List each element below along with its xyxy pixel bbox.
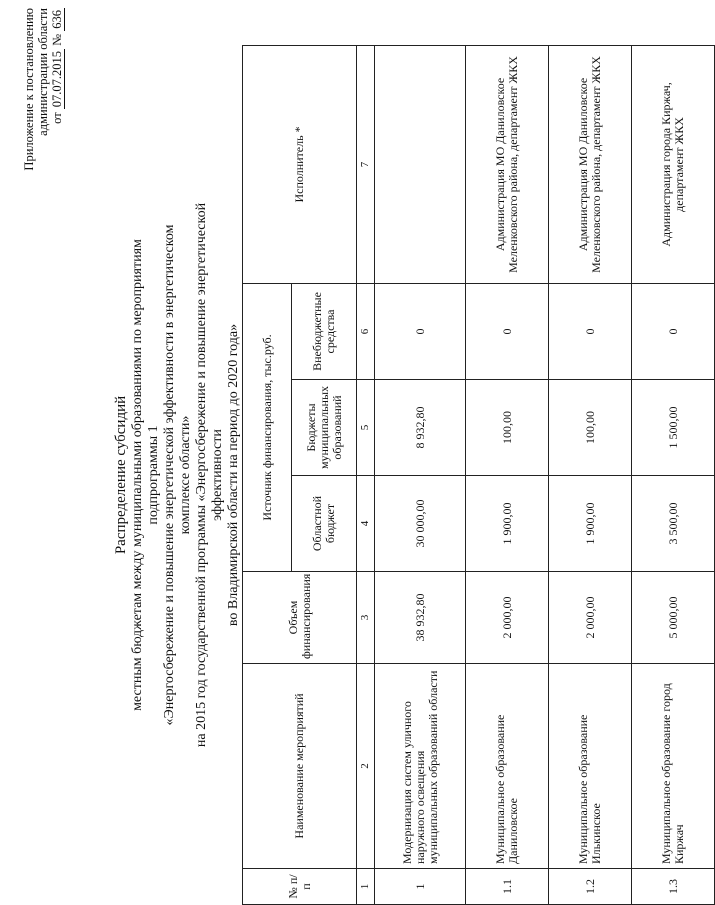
column-number: 6 [357,283,375,379]
row-municipal: 8 932,80 [375,380,466,476]
table-row [375,45,466,904]
appendix-date: 07.07.2015 [50,50,64,108]
row-extra: 0 [466,283,549,379]
table-row [632,45,715,904]
row-no: 1.1 [466,869,549,905]
row-name: Муниципальное образование Илькинское [549,664,632,869]
title-main: Распределение субсидий [113,395,129,555]
title-line-2: местным бюджетам между муниципальными образованиями по мероприятиям подпрограммы 1 [130,239,161,711]
row-volume: 38 932,80 [375,572,466,664]
header-regional: Областной бюджет [292,476,357,572]
column-number: 7 [357,45,375,283]
row-extra: 0 [632,283,715,379]
row-executor: Администрация МО Даниловское Меленковского района, департамент ЖКХ [549,45,632,283]
row-regional: 3 500,00 [632,476,715,572]
row-no: 1 [375,869,466,905]
column-number-row [357,45,375,904]
appendix-number-sign: № [50,33,64,46]
header-executor: Исполнитель * [243,45,357,283]
row-volume: 5 000,00 [632,572,715,664]
header-source-group: Источник финансирования, тыс.руб. [243,283,292,571]
title-line-3: «Энергосбережение и повышение энергетической эффективности в энергетическом комплексе области» [162,224,193,726]
header-volume: Объем финансирования [243,572,357,664]
appendix-line-2: администрации области [36,8,50,136]
column-number: 5 [357,380,375,476]
row-executor: Администрация МО Даниловское Меленковского района, департамент ЖКХ [466,45,549,283]
row-municipal: 100,00 [549,380,632,476]
subsidy-table [242,45,715,905]
row-regional: 1 900,00 [549,476,632,572]
row-municipal: 1 500,00 [632,380,715,476]
row-municipal: 100,00 [466,380,549,476]
column-number: 3 [357,572,375,664]
table-row [549,45,632,904]
header-no: № п/п [243,869,357,905]
appendix-number: 636 [50,10,64,29]
document-title [112,195,242,755]
appendix-line-1: Приложение к постановлению [22,8,36,171]
column-number: 4 [357,476,375,572]
row-extra: 0 [375,283,466,379]
row-name: Муниципальное образование город Киржач [632,664,715,869]
row-volume: 2 000,00 [549,572,632,664]
row-regional: 1 900,00 [466,476,549,572]
row-executor [375,45,466,283]
table-header-row-1 [243,45,292,904]
row-extra: 0 [549,283,632,379]
row-no: 1.2 [549,869,632,905]
header-extra: Внебюджетные средства [292,283,357,379]
column-number: 2 [357,664,375,869]
appendix-note [22,8,64,171]
title-line-5: во Владимирской области на период до 2020 года» [226,323,241,627]
row-volume: 2 000,00 [466,572,549,664]
row-name: Модернизация систем уличного наружного освещения муниципальных образований области [375,664,466,869]
table-row [466,45,549,904]
column-number: 1 [357,869,375,905]
appendix-line-3 [50,8,64,171]
row-regional: 30 000,00 [375,476,466,572]
row-executor: Администрация города Киржач, департамент ЖКХ [632,45,715,283]
header-municipal: Бюджеты муниципальных образований [292,380,357,476]
row-no: 1.3 [632,869,715,905]
header-name: Наименование мероприятий [243,664,357,869]
row-name: Муниципальное образование Даниловское [466,664,549,869]
title-line-4: на 2015 год государственной программы «Энергосбережение и повышение энергетической эффективности [194,202,225,748]
appendix-from-label: от [50,112,64,124]
